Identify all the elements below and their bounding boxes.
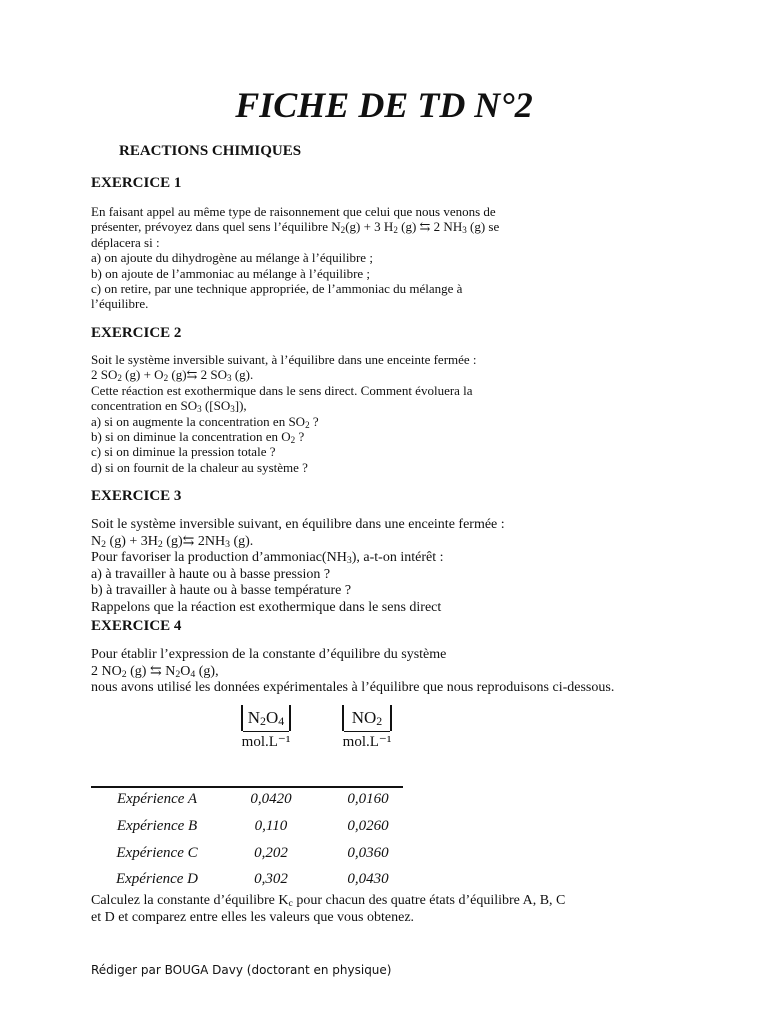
exercise-1-heading: EXERCICE 1 <box>91 175 182 191</box>
table-row: Expérience D 0,302 0,0430 <box>115 871 389 887</box>
exercise-1-equation-line: présenter, prévoyez dans quel sens l’équilibre $N_2(g) + 3$ $H_2$ (g) ⇆ 2 $NH_3$ (g) se <box>91 219 500 236</box>
exercise-3-heading: EXERCICE 3 <box>91 488 182 504</box>
exercise-3-equation-line: $N_2$ $(g) + 3H_2$ (g)⇆ $2NH_3$ (g). <box>91 533 254 550</box>
column-header-n2o4: $N_2O_4$ mol.L⁻¹ <box>226 705 306 751</box>
exercise-3-text: Soit le système inversible suivant, en équilibre dans une enceinte fermée : $N_2$ $(g) + 3H_2$ (g)⇆ $2NH_3$ (g). Pour favoriser la production $d’ammoniac(NH_3)$, a-t-on intérêt : a) à travailler à haute ou à basse pression ? b) à travailler à haute ou à basse température ? Rappelons que la réaction est exothermique dans le sens direct <box>91 517 505 615</box>
exercise-2-equation-line: 2 $SO_2$ $(g) + O_2$ (g)⇆ 2 $SO_3$ (g). <box>91 367 254 384</box>
author-footer: Rédiger par BOUGA Davy (doctorant en physique) <box>91 963 392 977</box>
exercise-4-heading: EXERCICE 4 <box>91 618 182 634</box>
page-title: FICHE DE TD N°2 <box>235 85 533 125</box>
equilibrium-data-table <box>91 705 403 895</box>
table-row: Expérience C 0,202 0,0360 <box>116 845 389 861</box>
exercise-4-equation-line: 2 $NO_2$ (g) ⇆ $N_2O_4$ (g), <box>91 663 219 680</box>
section-subtitle: REACTIONS CHIMIQUES <box>119 143 302 159</box>
table-row: Expérience B 0,110 0,0260 <box>116 818 389 834</box>
exercise-1-text: En faisant appel au même type de raisonnement que celui que nous venons de présenter, prévoyez dans quel sens l’équilibre $N_2(g) + 3$ $H_2$ (g) ⇆ 2 $NH_3$ (g) se déplacera si : a) on ajoute du dihydrogène au mélange à l’équilibre ; b) on ajoute de l’ammoniac au mélange à l’équilibre ; c) on retire, par une technique appropriée, de l’ammoniac du mélange à l’équilibre. <box>91 204 500 312</box>
exercise-4-text: Pour établir l’expression de la constante d’équilibre du système 2 $NO_2$ (g) ⇆ $N_2O_4$ (g), nous avons utilisé les données expérimentales à l’équilibre que nous reproduisons ci-dessous. <box>91 647 615 696</box>
table-row: Expérience A 0,0420 0,0160 <box>116 791 389 807</box>
table-rule <box>91 786 403 788</box>
exercise-2-heading: EXERCICE 2 <box>91 325 182 341</box>
column-header-no2: $NO_2$ mol.L⁻¹ <box>327 705 407 751</box>
exercise-4-question: Calculez la constante d’équilibre $K_c$ pour chacun des quatre états d’équilibre A, B, C et D et comparez entre elles les valeurs que vous obtenez. <box>91 893 566 925</box>
exercise-2-text: Soit le système inversible suivant, à l’équilibre dans une enceinte fermée : 2 $SO_2$ $(g) + O_2$ (g)⇆ 2 $SO_3$ (g). Cette réaction est exothermique dans le sens direct. Comment évoluera la concentration en $SO_3$ $([SO_3])$, a) si on augmente la concentration en $SO_2$ ? b) si on diminue la concentration en $O_2$ ? c) si on diminue la pression totale ? d) si on fournit de la chaleur au système ? <box>91 352 477 475</box>
